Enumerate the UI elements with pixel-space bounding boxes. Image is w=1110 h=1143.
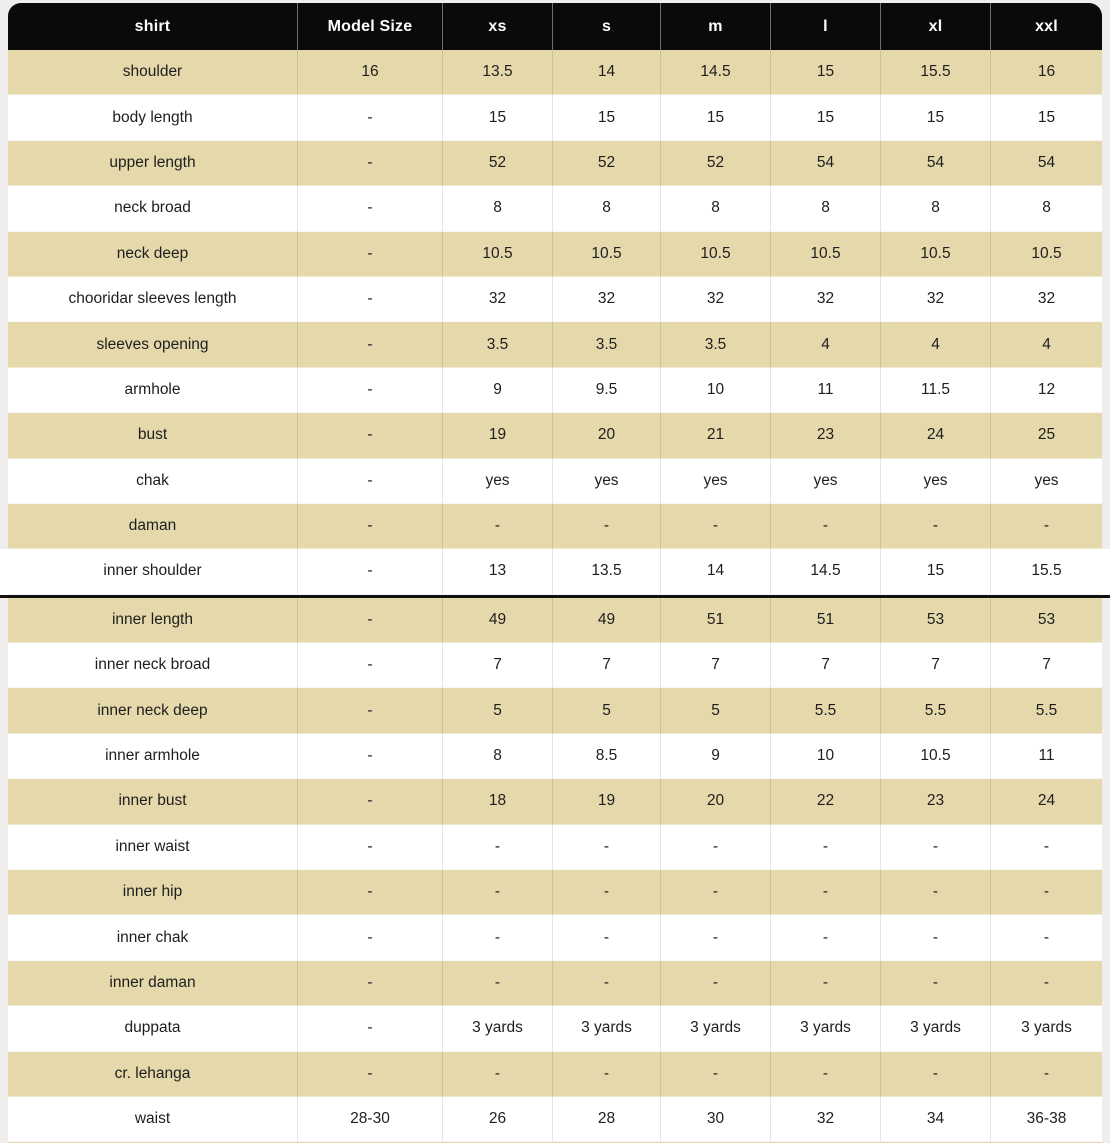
row-label: inner neck broad xyxy=(8,643,298,688)
cell-bust-m: 21 xyxy=(661,413,771,458)
cell-inner-hip-xxl: - xyxy=(991,870,1102,915)
table-row-inner-shoulder xyxy=(0,549,1110,597)
cell-cr-lehanga-xl: - xyxy=(881,1052,991,1097)
row-label: waist xyxy=(8,1097,298,1142)
table-row-daman xyxy=(8,504,1102,549)
cell-inner-length-xl: 53 xyxy=(881,598,991,643)
cell-cr-lehanga-xxl: - xyxy=(991,1052,1102,1097)
cell-armhole-model-size: - xyxy=(298,368,443,413)
cell-inner-bust-l: 22 xyxy=(771,779,881,824)
cell-waist-s: 28 xyxy=(553,1097,661,1142)
cell-inner-neck-broad-l: 7 xyxy=(771,643,881,688)
cell-inner-daman-model-size: - xyxy=(298,961,443,1006)
cell-neck-deep-model-size: - xyxy=(298,232,443,277)
cell-bust-model-size: - xyxy=(298,413,443,458)
column-header-xl: xl xyxy=(881,3,991,50)
cell-inner-neck-broad-xl: 7 xyxy=(881,643,991,688)
cell-upper-length-xl: 54 xyxy=(881,141,991,186)
column-header-model-size: Model Size xyxy=(298,3,443,50)
cell-daman-xl: - xyxy=(881,504,991,549)
cell-inner-daman-xxl: - xyxy=(991,961,1102,1006)
cell-inner-shoulder-xxl: 15.5 xyxy=(991,549,1102,594)
cell-inner-bust-m: 20 xyxy=(661,779,771,824)
cell-inner-daman-xs: - xyxy=(443,961,553,1006)
cell-inner-armhole-xs: 8 xyxy=(443,734,553,779)
cell-inner-waist-l: - xyxy=(771,825,881,870)
cell-upper-length-m: 52 xyxy=(661,141,771,186)
cell-inner-length-l: 51 xyxy=(771,598,881,643)
table-row-neck-broad xyxy=(8,186,1102,231)
cell-armhole-xl: 11.5 xyxy=(881,368,991,413)
cell-body-length-m: 15 xyxy=(661,95,771,140)
cell-inner-waist-xl: - xyxy=(881,825,991,870)
cell-duppata-m: 3 yards xyxy=(661,1006,771,1051)
cell-duppata-model-size: - xyxy=(298,1006,443,1051)
cell-inner-length-model-size: - xyxy=(298,598,443,643)
cell-sleeves-opening-xxl: 4 xyxy=(991,322,1102,367)
column-header-l: l xyxy=(771,3,881,50)
cell-inner-shoulder-s: 13.5 xyxy=(553,549,661,594)
cell-armhole-s: 9.5 xyxy=(553,368,661,413)
cell-inner-chak-m: - xyxy=(661,915,771,960)
cell-inner-waist-xs: - xyxy=(443,825,553,870)
cell-inner-shoulder-xl: 15 xyxy=(881,549,991,594)
cell-inner-length-xs: 49 xyxy=(443,598,553,643)
cell-sleeves-opening-model-size: - xyxy=(298,322,443,367)
cell-waist-xxl: 36-38 xyxy=(991,1097,1102,1142)
cell-bust-xl: 24 xyxy=(881,413,991,458)
cell-inner-waist-m: - xyxy=(661,825,771,870)
cell-armhole-l: 11 xyxy=(771,368,881,413)
cell-shoulder-s: 14 xyxy=(553,50,661,95)
cell-inner-chak-l: - xyxy=(771,915,881,960)
cell-inner-bust-model-size: - xyxy=(298,779,443,824)
column-header-xs: xs xyxy=(443,3,553,50)
cell-sleeves-opening-xs: 3.5 xyxy=(443,322,553,367)
table-row-upper-length xyxy=(8,141,1102,186)
cell-inner-hip-l: - xyxy=(771,870,881,915)
row-label: neck deep xyxy=(8,232,298,277)
table-row-body-length xyxy=(8,95,1102,140)
row-label: armhole xyxy=(8,368,298,413)
cell-inner-length-s: 49 xyxy=(553,598,661,643)
cell-inner-armhole-m: 9 xyxy=(661,734,771,779)
cell-inner-neck-broad-xs: 7 xyxy=(443,643,553,688)
cell-neck-broad-s: 8 xyxy=(553,186,661,231)
cell-inner-chak-xs: - xyxy=(443,915,553,960)
cell-chak-m: yes xyxy=(661,459,771,504)
table-row-inner-daman xyxy=(8,961,1102,1006)
cell-bust-xs: 19 xyxy=(443,413,553,458)
table-row-chak xyxy=(8,459,1102,504)
row-label: inner bust xyxy=(8,779,298,824)
cell-upper-length-l: 54 xyxy=(771,141,881,186)
cell-waist-l: 32 xyxy=(771,1097,881,1142)
cell-inner-waist-s: - xyxy=(553,825,661,870)
cell-waist-m: 30 xyxy=(661,1097,771,1142)
cell-shoulder-xl: 15.5 xyxy=(881,50,991,95)
cell-inner-neck-broad-model-size: - xyxy=(298,643,443,688)
cell-upper-length-model-size: - xyxy=(298,141,443,186)
table-row-inner-bust xyxy=(8,779,1102,824)
row-label: neck broad xyxy=(8,186,298,231)
cell-inner-hip-xl: - xyxy=(881,870,991,915)
cell-inner-daman-l: - xyxy=(771,961,881,1006)
cell-duppata-xl: 3 yards xyxy=(881,1006,991,1051)
cell-daman-model-size: - xyxy=(298,504,443,549)
cell-inner-chak-s: - xyxy=(553,915,661,960)
cell-shoulder-xxl: 16 xyxy=(991,50,1102,95)
cell-duppata-l: 3 yards xyxy=(771,1006,881,1051)
row-label: inner length xyxy=(8,598,298,643)
cell-chak-xs: yes xyxy=(443,459,553,504)
cell-cr-lehanga-xs: - xyxy=(443,1052,553,1097)
row-label: inner daman xyxy=(8,961,298,1006)
cell-armhole-xxl: 12 xyxy=(991,368,1102,413)
cell-inner-neck-deep-model-size: - xyxy=(298,688,443,733)
row-label: inner shoulder xyxy=(8,549,298,594)
cell-duppata-xxl: 3 yards xyxy=(991,1006,1102,1051)
cell-cr-lehanga-l: - xyxy=(771,1052,881,1097)
table-body xyxy=(8,50,1102,1142)
table-row-inner-neck-deep xyxy=(8,688,1102,733)
cell-inner-length-xxl: 53 xyxy=(991,598,1102,643)
cell-inner-daman-s: - xyxy=(553,961,661,1006)
cell-inner-armhole-xl: 10.5 xyxy=(881,734,991,779)
cell-chooridar-sleeves-length-xs: 32 xyxy=(443,277,553,322)
cell-neck-broad-xs: 8 xyxy=(443,186,553,231)
row-label: duppata xyxy=(8,1006,298,1051)
cell-inner-neck-broad-m: 7 xyxy=(661,643,771,688)
table-row-inner-hip xyxy=(8,870,1102,915)
cell-inner-neck-deep-s: 5 xyxy=(553,688,661,733)
cell-neck-broad-model-size: - xyxy=(298,186,443,231)
table-row-bust xyxy=(8,413,1102,458)
cell-daman-m: - xyxy=(661,504,771,549)
cell-neck-deep-xs: 10.5 xyxy=(443,232,553,277)
cell-inner-shoulder-m: 14 xyxy=(661,549,771,594)
cell-inner-bust-xxl: 24 xyxy=(991,779,1102,824)
cell-body-length-xl: 15 xyxy=(881,95,991,140)
column-header-shirt: shirt xyxy=(8,3,298,50)
cell-sleeves-opening-l: 4 xyxy=(771,322,881,367)
cell-chak-xxl: yes xyxy=(991,459,1102,504)
cell-cr-lehanga-m: - xyxy=(661,1052,771,1097)
cell-inner-shoulder-xs: 13 xyxy=(443,549,553,594)
table-row-cr-lehanga xyxy=(8,1052,1102,1097)
row-label: upper length xyxy=(8,141,298,186)
column-header-s: s xyxy=(553,3,661,50)
cell-neck-deep-l: 10.5 xyxy=(771,232,881,277)
cell-chooridar-sleeves-length-xl: 32 xyxy=(881,277,991,322)
table-row-duppata xyxy=(8,1006,1102,1051)
cell-inner-hip-model-size: - xyxy=(298,870,443,915)
cell-chooridar-sleeves-length-s: 32 xyxy=(553,277,661,322)
cell-body-length-model-size: - xyxy=(298,95,443,140)
cell-inner-bust-s: 19 xyxy=(553,779,661,824)
table-header-row xyxy=(8,3,1102,50)
cell-chooridar-sleeves-length-l: 32 xyxy=(771,277,881,322)
row-label: shoulder xyxy=(8,50,298,95)
cell-inner-neck-broad-s: 7 xyxy=(553,643,661,688)
cell-shoulder-xs: 13.5 xyxy=(443,50,553,95)
cell-daman-xxl: - xyxy=(991,504,1102,549)
cell-inner-daman-xl: - xyxy=(881,961,991,1006)
cell-upper-length-xxl: 54 xyxy=(991,141,1102,186)
cell-body-length-l: 15 xyxy=(771,95,881,140)
table-row-inner-armhole xyxy=(8,734,1102,779)
cell-chak-model-size: - xyxy=(298,459,443,504)
table-row-shoulder xyxy=(8,50,1102,95)
row-label: inner waist xyxy=(8,825,298,870)
cell-neck-broad-xxl: 8 xyxy=(991,186,1102,231)
cell-inner-hip-s: - xyxy=(553,870,661,915)
cell-neck-broad-l: 8 xyxy=(771,186,881,231)
row-label: inner neck deep xyxy=(8,688,298,733)
table-row-inner-chak xyxy=(8,915,1102,960)
table-row-inner-length xyxy=(8,598,1102,643)
cell-daman-xs: - xyxy=(443,504,553,549)
table-row-chooridar-sleeves-length xyxy=(8,277,1102,322)
cell-inner-bust-xs: 18 xyxy=(443,779,553,824)
cell-cr-lehanga-model-size: - xyxy=(298,1052,443,1097)
cell-upper-length-xs: 52 xyxy=(443,141,553,186)
row-label: chak xyxy=(8,459,298,504)
cell-armhole-xs: 9 xyxy=(443,368,553,413)
cell-waist-model-size: 28-30 xyxy=(298,1097,443,1142)
cell-sleeves-opening-xl: 4 xyxy=(881,322,991,367)
row-label: inner chak xyxy=(8,915,298,960)
cell-duppata-s: 3 yards xyxy=(553,1006,661,1051)
cell-inner-armhole-s: 8.5 xyxy=(553,734,661,779)
cell-chooridar-sleeves-length-xxl: 32 xyxy=(991,277,1102,322)
cell-bust-xxl: 25 xyxy=(991,413,1102,458)
cell-inner-chak-xxl: - xyxy=(991,915,1102,960)
row-label: inner armhole xyxy=(8,734,298,779)
cell-inner-neck-deep-xl: 5.5 xyxy=(881,688,991,733)
cell-chak-l: yes xyxy=(771,459,881,504)
table-row-armhole xyxy=(8,368,1102,413)
cell-neck-deep-xl: 10.5 xyxy=(881,232,991,277)
cell-inner-waist-xxl: - xyxy=(991,825,1102,870)
cell-chooridar-sleeves-length-m: 32 xyxy=(661,277,771,322)
cell-daman-l: - xyxy=(771,504,881,549)
cell-shoulder-m: 14.5 xyxy=(661,50,771,95)
cell-inner-chak-xl: - xyxy=(881,915,991,960)
cell-inner-neck-deep-xxl: 5.5 xyxy=(991,688,1102,733)
cell-daman-s: - xyxy=(553,504,661,549)
cell-cr-lehanga-s: - xyxy=(553,1052,661,1097)
cell-bust-s: 20 xyxy=(553,413,661,458)
row-label: chooridar sleeves length xyxy=(8,277,298,322)
row-label: cr. lehanga xyxy=(8,1052,298,1097)
cell-chak-xl: yes xyxy=(881,459,991,504)
cell-inner-length-m: 51 xyxy=(661,598,771,643)
cell-inner-daman-m: - xyxy=(661,961,771,1006)
cell-duppata-xs: 3 yards xyxy=(443,1006,553,1051)
table-row-sleeves-opening xyxy=(8,322,1102,367)
cell-sleeves-opening-m: 3.5 xyxy=(661,322,771,367)
cell-inner-hip-m: - xyxy=(661,870,771,915)
cell-inner-chak-model-size: - xyxy=(298,915,443,960)
cell-inner-neck-deep-xs: 5 xyxy=(443,688,553,733)
cell-sleeves-opening-s: 3.5 xyxy=(553,322,661,367)
cell-bust-l: 23 xyxy=(771,413,881,458)
cell-inner-shoulder-model-size: - xyxy=(298,549,443,594)
cell-inner-waist-model-size: - xyxy=(298,825,443,870)
column-header-xxl: xxl xyxy=(1035,17,1058,35)
row-label: daman xyxy=(8,504,298,549)
row-label: inner hip xyxy=(8,870,298,915)
table-row-inner-neck-broad xyxy=(8,643,1102,688)
cell-inner-armhole-model-size: - xyxy=(298,734,443,779)
table-row-waist xyxy=(8,1097,1102,1142)
cell-neck-broad-xl: 8 xyxy=(881,186,991,231)
cell-chooridar-sleeves-length-model-size: - xyxy=(298,277,443,322)
cell-waist-xs: 26 xyxy=(443,1097,553,1142)
column-header-m: m xyxy=(661,3,771,50)
cell-shoulder-model-size: 16 xyxy=(298,50,443,95)
cell-upper-length-s: 52 xyxy=(553,141,661,186)
cell-neck-deep-m: 10.5 xyxy=(661,232,771,277)
cell-inner-hip-xs: - xyxy=(443,870,553,915)
row-label: body length xyxy=(8,95,298,140)
row-label: sleeves opening xyxy=(8,322,298,367)
cell-neck-deep-xxl: 10.5 xyxy=(991,232,1102,277)
cell-inner-armhole-l: 10 xyxy=(771,734,881,779)
cell-waist-xl: 34 xyxy=(881,1097,991,1142)
cell-inner-neck-deep-l: 5.5 xyxy=(771,688,881,733)
cell-inner-shoulder-l: 14.5 xyxy=(771,549,881,594)
cell-body-length-xxl: 15 xyxy=(991,95,1102,140)
cell-armhole-m: 10 xyxy=(661,368,771,413)
row-label: bust xyxy=(8,413,298,458)
cell-inner-bust-xl: 23 xyxy=(881,779,991,824)
cell-body-length-xs: 15 xyxy=(443,95,553,140)
table-row-inner-waist xyxy=(8,825,1102,870)
table-row-neck-deep xyxy=(8,232,1102,277)
cell-neck-broad-m: 8 xyxy=(661,186,771,231)
cell-inner-armhole-xxl: 11 xyxy=(991,734,1102,779)
cell-inner-neck-deep-m: 5 xyxy=(661,688,771,733)
cell-chak-s: yes xyxy=(553,459,661,504)
cell-neck-deep-s: 10.5 xyxy=(553,232,661,277)
cell-body-length-s: 15 xyxy=(553,95,661,140)
cell-shoulder-l: 15 xyxy=(771,50,881,95)
cell-inner-neck-broad-xxl: 7 xyxy=(991,643,1102,688)
